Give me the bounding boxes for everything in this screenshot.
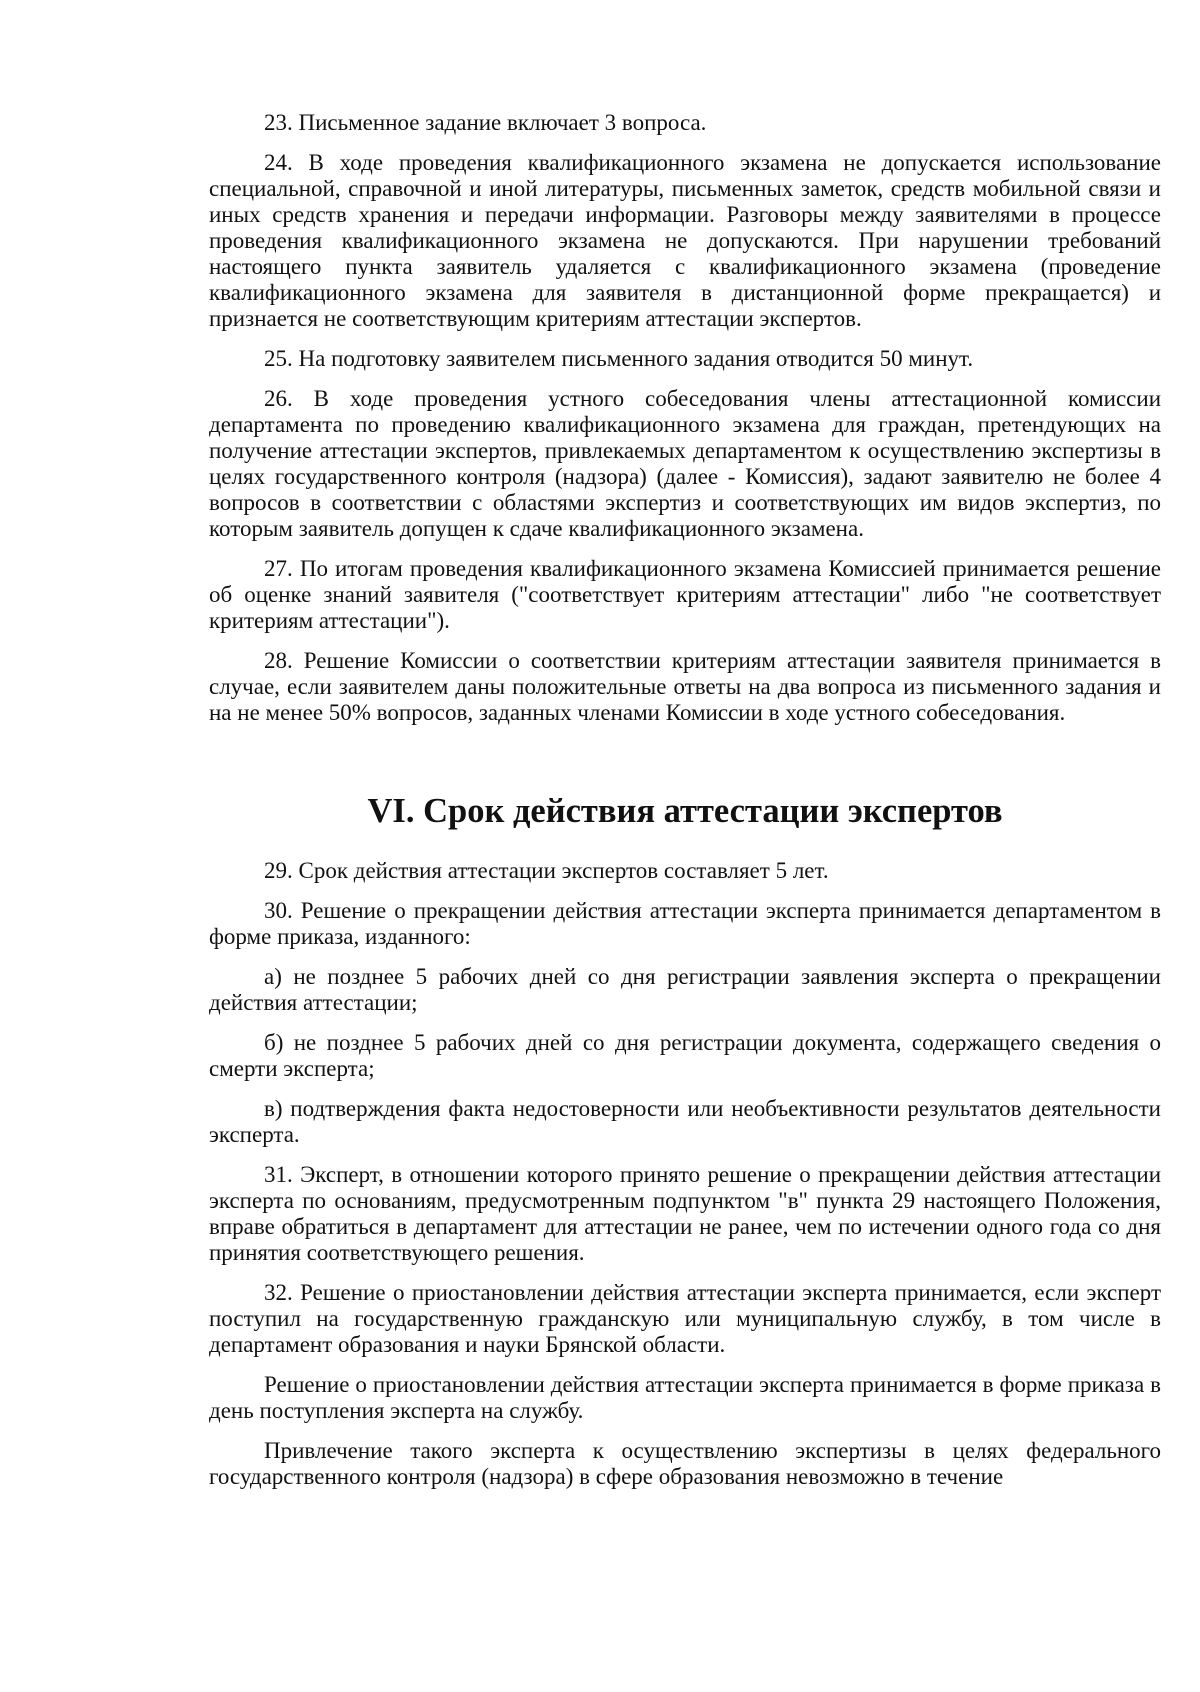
- paragraph-29: 29. Срок действия аттестации экспертов составляет 5 лет.: [264, 858, 829, 883]
- paragraph-30a: а) не позднее 5 рабочих дней со дня регистрации заявления эксперта о прекращении действия аттестации;: [209, 964, 1161, 1015]
- paragraph-30: 30. Решение о прекращении действия аттестации эксперта принимается департаментом в форме приказа, изданного:: [209, 898, 1161, 949]
- paragraph-32-engagement: Привлечение такого эксперта к осуществлению экспертизы в целях федерального государственного контроля (надзора) в сфере образования невозможно в течение: [209, 1438, 1161, 1489]
- document-page: [209, 110, 1161, 1490]
- paragraph-27: 27. По итогам проведения квалификационного экзамена Комиссией принимается решение об оценке знаний заявителя ("соответствует критериям аттестации" либо "не соответствует критериям аттестации").: [209, 556, 1161, 633]
- paragraph-32-suspension-order: Решение о приостановлении действия аттестации эксперта принимается в форме приказа в день поступления эксперта на службу.: [209, 1372, 1161, 1423]
- paragraph-30b: б) не позднее 5 рабочих дней со дня регистрации документа, содержащего сведения о смерти эксперта;: [209, 1030, 1161, 1081]
- paragraph-31: 31. Эксперт, в отношении которого принято решение о прекращении действия аттестации эксперта по основаниям, предусмотренным подпунктом "в" пункта 29 настоящего Положения, вправе обратиться в департамент для аттестации не ранее, чем по истечении одного года со дня принятия соответствующего решения.: [209, 1162, 1161, 1265]
- section-title: VI. Срок действия аттестации экспертов: [367, 792, 1003, 830]
- paragraph-23: 23. Письменное задание включает 3 вопроса.: [264, 110, 707, 135]
- paragraph-25: 25. На подготовку заявителем письменного задания отводится 50 минут.: [264, 346, 974, 371]
- paragraph-26: 26. В ходе проведения устного собеседования члены аттестационной комиссии департамента по проведению квалификационного экзамена для граждан, претендующих на получение аттестации экспертов, привлекаемых департаментом к осуществлению экспертизы в целях государственного контроля (надзора) (далее - Комиссия), задают заявителю не более 4 вопросов в соответствии с областями экспертиз и соответствующих им видов экспертиз, по которым заявитель допущен к сдаче квалификационного экзамена.: [209, 386, 1161, 541]
- paragraph-32: 32. Решение о приостановлении действия аттестации эксперта принимается, если эксперт поступил на государственную гражданскую или муниципальную службу, в том числе в департамент образования и науки Брянской области.: [209, 1280, 1161, 1357]
- paragraph-24: 24. В ходе проведения квалификационного экзамена не допускается использование специальной, справочной и иной литературы, письменных заметок, средств мобильной связи и иных средств хранения и передачи информации. Разговоры между заявителями в процессе проведения квалификационного экзамена не допускаются. При нарушении требований настоящего пункта заявитель удаляется с квалификационного экзамена (проведение квалификационного экзамена для заявителя в дистанционной форме прекращается) и признается не соответствующим критериям аттестации экспертов.: [209, 150, 1161, 331]
- paragraph-28: 28. Решение Комиссии о соответствии критериям аттестации заявителя принимается в случае, если заявителем даны положительные ответы на два вопроса из письменного задания и на не менее 50% вопросов, заданных членами Комиссии в ходе устного собеседования.: [209, 648, 1161, 725]
- paragraph-30c: в) подтверждения факта недостоверности или необъективности результатов деятельности эксперта.: [209, 1096, 1161, 1147]
